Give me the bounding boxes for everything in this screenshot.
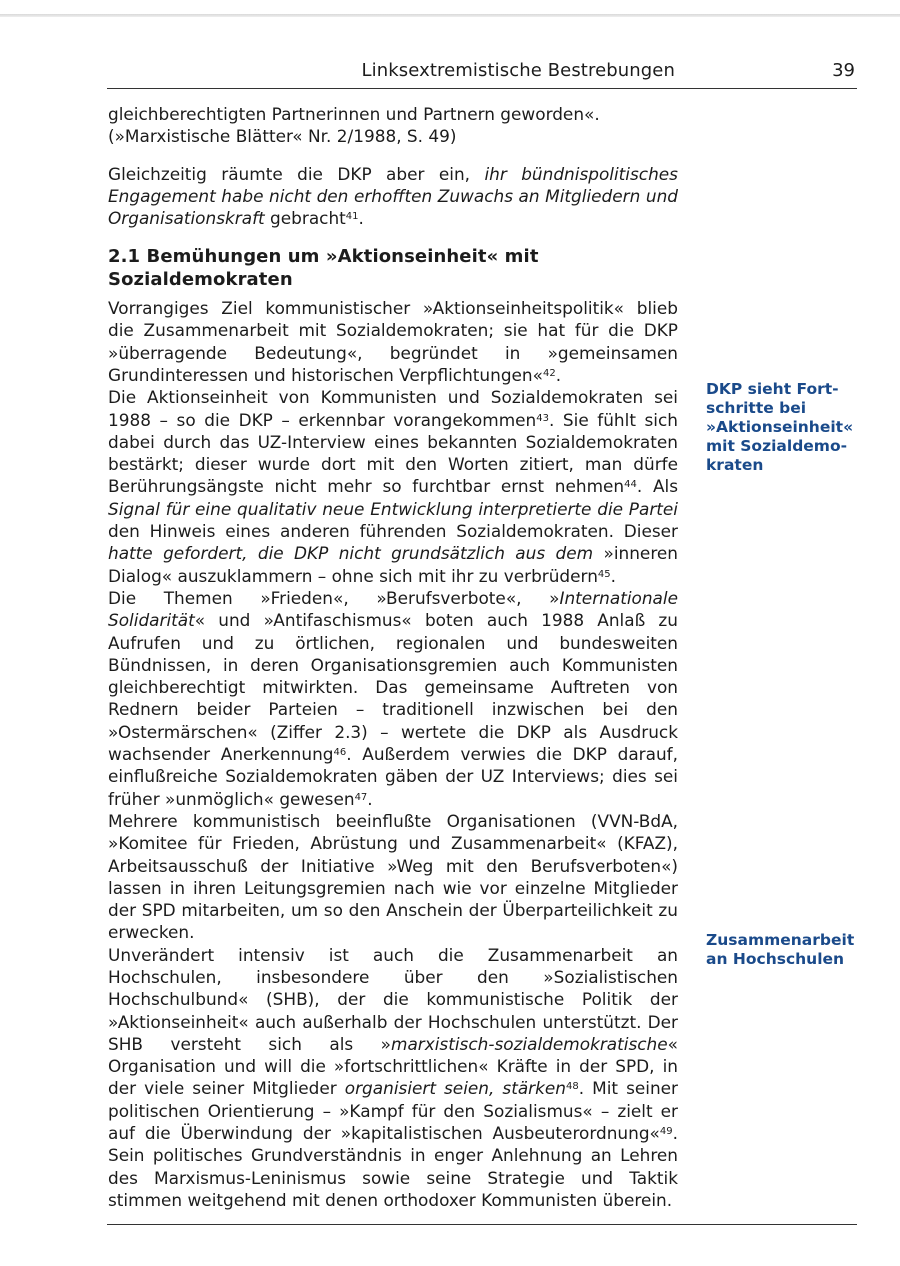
footnote-ref-45: 45: [597, 568, 611, 580]
italic-run: ihr bündnispolitisches Engagement habe nicht den erhofften Zuwachs an Mitgliedern und Organisationskraft: [108, 163, 678, 229]
paragraph-6: [108, 944, 678, 1212]
italic-run: organisiert seien, stärken: [344, 1078, 566, 1099]
text-run: « und »Antifaschismus« boten auch 1988 Anlaß zu Aufrufen und zu örtlichen, regionalen und bundesweiten Bündnissen, in deren Organisationsgremien auch Kommunisten gleichberechtigt mitwirkten. Das gemeinsame Auftreten von Rednern beider Parteien – traditionell inzwischen bei den »Ostermärschen« (Ziffer 2.3) – wertete die DKP als Ausdruck wachsender Anerkennung: [108, 610, 678, 765]
italic-run: Internationale Solidarität: [108, 587, 678, 631]
text-run: . Als: [636, 476, 678, 497]
footnote-ref-44: 44: [624, 479, 637, 491]
footnote-ref-41: 41: [345, 211, 359, 223]
text-run: . Außerdem verwies die DKP darauf, einflußreiche Sozialdemokraten gäben der UZ Interviews; dies sei früher »unmöglich« gewesen: [108, 744, 678, 809]
text-run: Vorrangiges Ziel kommunistischer »Aktionseinheitspolitik« blieb die Zusammenarbeit mit Sozialdemokraten; sie hat für die DKP »überragende Bedeutung«, begründet in »gemeinsamen Grundinteressen und historischen Verpflichtungen«: [108, 298, 678, 385]
margin-note-line: kraten: [706, 456, 764, 474]
text-run: .: [367, 788, 373, 809]
text-run: den Hinweis eines anderen führenden Sozialdemokraten. Dieser: [108, 521, 678, 542]
margin-note-line: DKP sieht Fort-: [706, 380, 839, 398]
paragraph-5: Mehrere kommunistisch beeinflußte Organisationen (VVN-BdA, »Komitee für Frieden, Abrüstung und Zusammenarbeit« (KFAZ), Arbeitsausschuß der Initiative »Weg mit den Berufsverboten«) lassen in ihren Leitungsgremien nach wie vor einzelne Mitglieder der SPD mitarbeiten, um so den Anschein der Überparteilichkeit zu erwecken.: [108, 810, 678, 943]
margin-note-line: an Hochschulen: [706, 950, 845, 968]
paragraph-1: [108, 163, 678, 230]
footnote-ref-46: 46: [333, 747, 347, 759]
text-run: Gleichzeitig räumte die DKP aber ein,: [108, 163, 485, 184]
quote-source: (»Marxistische Blätter« Nr. 2/1988, S. 49): [108, 126, 457, 147]
page-header: [107, 58, 857, 89]
text-run: Unverändert intensiv ist auch die Zusammenarbeit an Hochschulen, insbesondere über den »Sozialistischen Hochschulbund« (SHB), der die kommunistische Politik der »Aktionseinheit« auch außerhalb der Hochschulen unterstützt. Der SHB versteht sich als »: [108, 944, 678, 1054]
footer-rule: [107, 1224, 857, 1225]
body-column: [108, 103, 678, 1211]
margin-note-line: schritte bei: [706, 399, 807, 417]
footnote-ref-47: 47: [354, 791, 368, 803]
margin-note-universities: [706, 931, 866, 969]
text-run: . Sie fühlt sich dabei durch das UZ-Interview eines bekannten Sozialdemokraten bestärkt; dieser wurde dort mit den Worten zitiert, man dürfe Berührungsängste nicht mehr so furchtbar ernst nehmen: [108, 409, 678, 497]
text-run: .: [610, 565, 617, 586]
italic-run: marxistisch-sozialdemokratische: [391, 1033, 668, 1054]
footnote-ref-42: 42: [542, 367, 556, 379]
text-run: .: [555, 364, 562, 385]
text-run: . Mit seiner politischen Orientierung – »Kampf für den Sozialismus« – zielt er auf die Überwindung der »kapitalistischen Ausbeuterordnung«: [108, 1078, 678, 1144]
text-run: Die Themen »Frieden«, »Berufsverbote«, »: [108, 587, 560, 608]
footnote-ref-49: 49: [659, 1126, 673, 1138]
text-run: .: [358, 208, 364, 229]
section-heading: 2.1 Bemühungen um »Aktionseinheit« mit Sozialdemokraten: [108, 246, 539, 290]
text-run: . Sein politisches Grundverständnis in enger Anlehnung an Lehren des Marxismus-Leninismus sowie seine Strategie und Taktik stimmen weitgehend mit denen orthodoxer Kommunisten überein.: [108, 1123, 678, 1210]
running-head: Linksextremistische Bestrebungen: [361, 60, 675, 81]
text-run: gebracht: [264, 208, 346, 229]
margin-note-dkp-progress: [706, 380, 866, 475]
quote-line-1: gleichberechtigten Partnerinnen und Partnern geworden«.: [108, 104, 600, 124]
paragraph-4: [108, 587, 678, 810]
margin-note-line: mit Sozialdemo-: [706, 437, 848, 455]
page-number: 39: [832, 60, 855, 81]
footnote-ref-48: 48: [566, 1081, 579, 1093]
margin-note-line: Zusammenarbeit: [706, 931, 855, 949]
text-run: Die Aktionseinheit von Kommunisten und Sozialdemokraten sei 1988 – so die DKP – erkennbar vorangekommen: [108, 387, 678, 430]
text-run: « Organisation und will die »fortschrittlichen« Kräfte in der SPD, in der viele seiner Mitglieder: [108, 1033, 678, 1099]
footnote-ref-43: 43: [536, 412, 549, 424]
paragraph-2: [108, 297, 678, 386]
italic-run: Signal für eine qualitativ neue Entwicklung interpretierte die Partei: [108, 498, 678, 519]
italic-run: hatte gefordert, die DKP nicht grundsätzlich aus dem: [108, 543, 594, 564]
text-run: »inneren Dialog« auszuklammern – ohne sich mit ihr zu verbrüdern: [108, 543, 678, 586]
paragraph-3: [108, 386, 678, 587]
scan-edge-shadow: [0, 14, 900, 17]
margin-note-line: »Aktionseinheit«: [706, 418, 854, 436]
quote-block: [108, 103, 678, 148]
